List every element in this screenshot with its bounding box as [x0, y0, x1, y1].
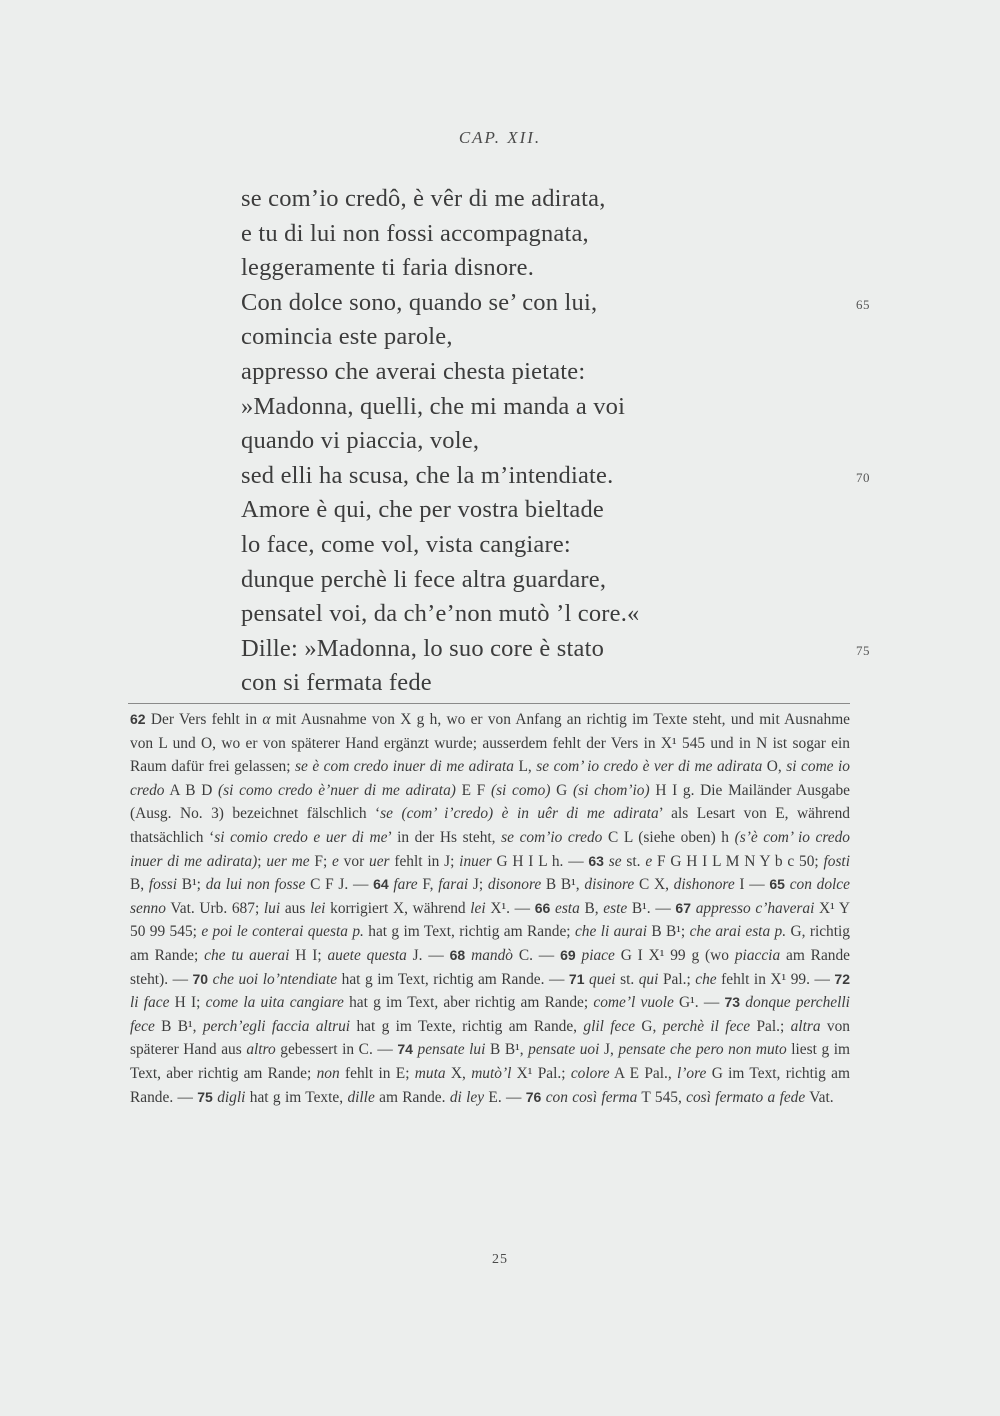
note-variant-reading: (si chom’io) [572, 781, 650, 799]
note-variant-reading: se è com credo inuer di me adirata [295, 758, 515, 776]
note-text: ’ als Lesart von E, während thatsächlich ‘ [130, 805, 850, 846]
note-text: Der Vers fehlt in [145, 711, 263, 728]
note-variant-reading: lei [310, 899, 326, 917]
note-variant-reading: pensate uoi [528, 1041, 600, 1059]
note-variant-reading: disonore [487, 876, 542, 894]
verse-line: appresso che averai chesta pietate: [241, 357, 586, 385]
note-variant-reading: mandò [471, 946, 513, 964]
note-text: fehlt in X¹ 99. — [716, 970, 835, 988]
verse-line: Dille: »Madonna, lo suo core è stato [241, 634, 605, 662]
note-variant-reading: si comio credo e uer di me [214, 828, 388, 846]
verse-line: e tu di lui non fossi accompagnata, [241, 219, 589, 247]
note-text: H I; [289, 946, 328, 964]
note-text: G [550, 781, 573, 799]
note-variant-reading: l’ore [677, 1064, 707, 1082]
note-text: X¹ Pal.; [511, 1064, 571, 1082]
note-variant-reading: appresso c’haverai [695, 899, 815, 917]
note-text: am Rande steht). — [130, 946, 850, 988]
note-line-ref: 75 [197, 1088, 213, 1105]
note-variant-reading: che tu auerai [204, 946, 290, 964]
note-variant-reading: che li aurai [574, 923, 647, 941]
note-text: B B¹; [647, 923, 690, 941]
note-text: J, [599, 1041, 619, 1059]
note-variant-reading: dille [347, 1088, 375, 1106]
note-variant-reading: farai [438, 876, 469, 894]
note-text: C X, [634, 876, 674, 894]
note-line-ref: 71 [568, 970, 585, 987]
verse-line: pensatel voi, da ch’e’non mutò ’l core.« [241, 600, 640, 628]
note-text: ’ in der Hs steht, [387, 828, 502, 846]
note-variant-reading: come la uita cangiare [205, 994, 344, 1012]
note-variant-reading: mutò’l [471, 1064, 512, 1082]
note-line-ref: 63 [588, 852, 604, 869]
note-text: B¹; [177, 876, 206, 894]
note-text: G im Text, richtig am Rande. — [130, 1064, 850, 1106]
note-text: fehlt in J; [389, 852, 460, 870]
line-number: 75 [856, 642, 870, 658]
note-variant-reading: glil fece [583, 1017, 636, 1035]
note-text: gebessert in C. — [275, 1041, 398, 1059]
note-line-ref: 64 [373, 876, 389, 893]
note-text: G, richtig am Rande; [130, 923, 851, 964]
note-text: E F [455, 781, 491, 799]
verse-line: lo face, come vol, vista cangiare: [241, 530, 571, 558]
note-variant-reading: pensate che pero non muto [618, 1041, 787, 1059]
note-variant-reading: (si como) [490, 781, 551, 799]
verse-line: con si fermata fede [241, 669, 432, 697]
note-text: F G H I L M N Y b c 50; [652, 852, 824, 870]
note-variant-reading: da lui non fosse [205, 876, 306, 894]
note-variant-reading: muta [414, 1064, 446, 1082]
note-text: B, [579, 899, 604, 917]
note-text: am Rande. [374, 1088, 450, 1106]
note-variant-reading: fossi [148, 876, 178, 894]
note-text: hat g im Text, richtig am Rande; [363, 923, 575, 941]
note-text: B¹. — [627, 899, 676, 917]
note-variant-reading: se (com’ i’credo) è in uêr di me adirata [380, 805, 659, 823]
line-number: 65 [856, 296, 870, 312]
poem-verses [241, 182, 841, 701]
note-text: H I; [169, 994, 206, 1012]
note-line-ref: 73 [724, 994, 741, 1011]
note-text: vor [338, 852, 369, 870]
note-text: F; [309, 852, 333, 870]
note-line-ref: 76 [525, 1088, 542, 1105]
note-variant-reading: lei [470, 899, 486, 917]
note-variant-reading: non [316, 1064, 340, 1082]
note-text: B B¹, [154, 1017, 203, 1035]
note-variant-reading: e [645, 852, 653, 870]
note-variant-reading: quei [589, 970, 616, 988]
note-variant-reading: con così ferma [545, 1088, 638, 1106]
note-variant-reading: lui [263, 899, 281, 917]
note-variant-reading: pensate lui [417, 1041, 486, 1059]
note-text: hat g im Texte, richtig am Rande, [350, 1017, 584, 1035]
note-text: G¹. — [673, 994, 725, 1012]
note-variant-reading: con dolce senno [130, 876, 850, 917]
verse-line: leggeramente ti faria disnore. [241, 254, 535, 282]
note-variant-reading: fare [393, 876, 418, 894]
note-variant-reading: di ley [449, 1088, 485, 1106]
note-text: hat g im Texte, [245, 1088, 348, 1106]
note-text: korrigiert X, während [325, 899, 471, 917]
verse-line: se com’io credô, è vêr di me adirata, [241, 185, 606, 212]
note-text: X¹. — [485, 899, 535, 917]
verse-line: quando vi piaccia, vole, [241, 427, 480, 455]
note-text: C. — [512, 946, 561, 964]
note-text: A E Pal., [609, 1064, 678, 1082]
note-text: st. [621, 852, 646, 870]
note-variant-reading: altra [790, 1017, 821, 1035]
apparatus-paragraph [130, 708, 850, 1109]
verse-line: Con dolce sono, quando se’ con lui, [241, 288, 598, 316]
note-text: hat g im Text, aber richtig am Rande; [343, 994, 594, 1012]
note-line-ref: 70 [192, 970, 209, 987]
verse-line: sed elli ha scusa, che la m’intendiate. [241, 461, 614, 489]
note-text: liest g im Text, aber richtig am Rande; [130, 1041, 850, 1082]
note-variant-reading: α [262, 711, 271, 728]
note-text: X, [445, 1064, 472, 1082]
note-text: A B D [164, 781, 219, 799]
footnote-divider [128, 703, 850, 704]
note-variant-reading: se com’io credo [501, 828, 603, 846]
note-variant-reading: li face [130, 994, 170, 1012]
note-variant-reading: donque perchelli fece [130, 994, 850, 1035]
page-number: 25 [492, 1252, 508, 1267]
note-variant-reading: e [332, 852, 339, 870]
note-text: Pal.; [658, 970, 696, 988]
note-text: B, [130, 876, 149, 894]
note-text: aus [280, 899, 311, 917]
note-variant-reading: auete questa [327, 946, 407, 964]
note-variant-reading: perch’egli faccia altrui [202, 1017, 351, 1035]
verse-line: Amore è qui, che per vostra bieltade [241, 496, 604, 524]
note-variant-reading: si come io credo [130, 758, 850, 799]
note-variant-reading: e poi le conterai questa p. [201, 923, 364, 941]
note-line-ref: 69 [560, 946, 576, 963]
note-text: T 545, [637, 1088, 687, 1106]
note-text: von späterer Hand aus [130, 1017, 850, 1059]
note-variant-reading: (s’è com’ io credo inuer di me adirata) [130, 828, 850, 870]
note-text: J. — [406, 946, 450, 964]
note-variant-reading: este [603, 899, 628, 917]
note-line-ref: 62 [130, 711, 146, 727]
note-variant-reading: uer me [266, 852, 310, 870]
note-variant-reading: qui [638, 970, 659, 988]
note-text: Pal.; [750, 1017, 791, 1035]
note-text: O, [762, 758, 787, 776]
note-line-ref: 74 [397, 1041, 413, 1058]
note-text: fehlt in E; [339, 1064, 415, 1082]
note-text: hat g im Text, richtig am Rande. — [337, 970, 569, 988]
note-line-ref: 65 [769, 876, 785, 893]
note-text: F, [417, 876, 439, 894]
note-variant-reading: così fermato a fede [686, 1088, 806, 1106]
note-text: st. [615, 970, 639, 988]
verse-line: dunque perchè li fece altra guardare, [241, 565, 607, 593]
note-text: I — [734, 876, 770, 894]
critical-apparatus [130, 708, 850, 1109]
note-text: C L (siehe oben) h [602, 828, 735, 846]
note-variant-reading: se [608, 852, 622, 870]
note-text: H I g. Die Mailänder Ausgabe (Ausg. No. 3) bezeichnet fälschlich ‘ [130, 781, 851, 823]
note-line-ref: 72 [834, 970, 850, 987]
note-variant-reading: esta [554, 899, 580, 917]
note-variant-reading: digli [217, 1088, 246, 1106]
note-text: G I X¹ 99 g (wo [614, 946, 735, 964]
note-text: Vat. Urb. 687; [165, 899, 264, 917]
note-text: X¹ Y 50 99 545; [130, 899, 851, 941]
note-variant-reading: altro [246, 1041, 276, 1059]
note-variant-reading: (si como credo è’nuer di me adirata) [218, 781, 456, 799]
verse-line: »Madonna, quelli, che mi manda a voi [241, 392, 626, 420]
note-variant-reading: perchè il fece [662, 1017, 751, 1035]
note-variant-reading: piace [581, 946, 615, 964]
note-text: B B¹, [485, 1041, 529, 1059]
verse-line: comincia este parole, [241, 323, 453, 351]
note-variant-reading: che arai esta p. [689, 923, 787, 941]
note-variant-reading: fosti [823, 852, 850, 870]
note-variant-reading: disinore [584, 876, 635, 894]
note-variant-reading: come’l vuole [593, 994, 674, 1012]
note-text: E. — [484, 1088, 526, 1106]
note-variant-reading: che uoi lo’ntendiate [212, 970, 338, 988]
note-line-ref: 66 [534, 899, 551, 916]
note-line-ref: 67 [675, 899, 691, 916]
line-number: 70 [856, 469, 870, 485]
note-text: B B¹, [541, 876, 585, 894]
note-text: G H I L h. — [491, 852, 589, 870]
note-variant-reading: colore [570, 1064, 610, 1082]
note-variant-reading: se com’ io credo è ver di me adirata [536, 758, 763, 776]
note-variant-reading: inuer [459, 852, 492, 870]
note-text: ; [257, 852, 267, 870]
note-text: G, [635, 1017, 663, 1035]
note-text: mit Ausnahme von X g h, wo er von Anfang an richtig im Texte steht, und mit Ausnahme von L und O, wo er von späterer Hand ergänzt wurde; ausserdem fehlt der Vers in X¹ 545 und in N ist sogar ein Raum dafür frei gelassen; [130, 711, 850, 776]
note-text: L, [514, 758, 537, 776]
note-text: C F J. — [305, 876, 374, 894]
note-variant-reading: piaccia [734, 946, 781, 964]
note-text: Vat. [805, 1088, 834, 1106]
note-variant-reading: dishonore [673, 876, 735, 894]
note-line-ref: 68 [449, 946, 466, 963]
note-variant-reading: che [695, 970, 717, 988]
chapter-header: CAP. XII. [458, 128, 542, 147]
note-variant-reading: uer [369, 852, 390, 870]
note-text: J; [468, 876, 488, 894]
